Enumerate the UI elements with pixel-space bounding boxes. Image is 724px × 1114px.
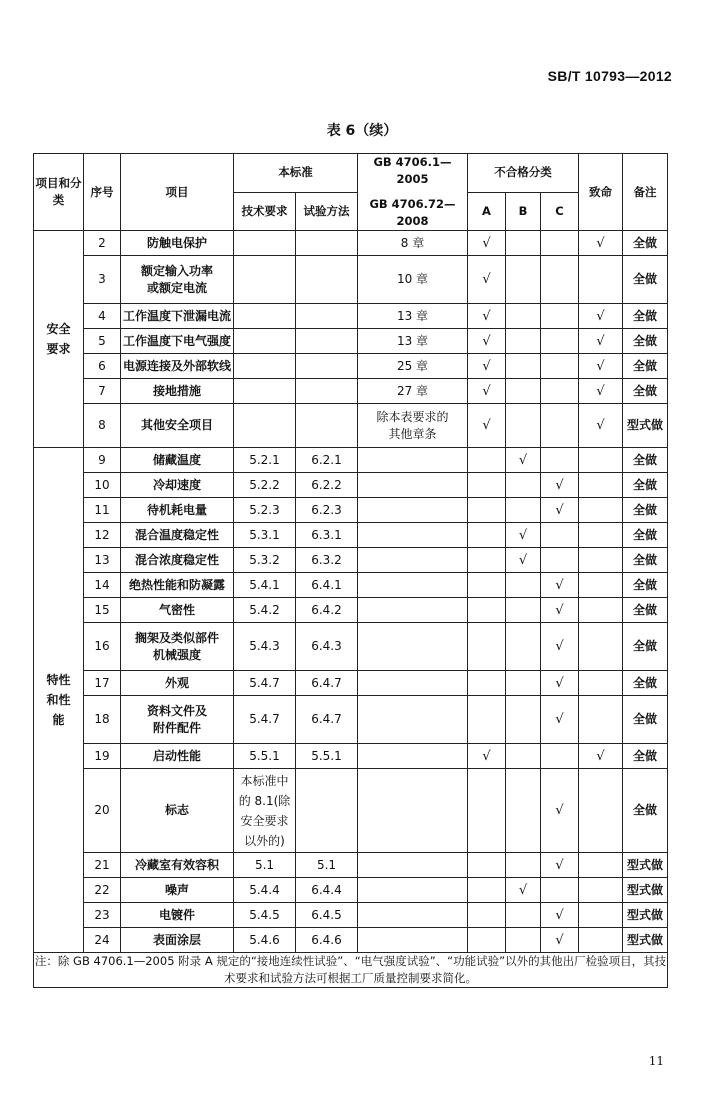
cell-class-a (468, 853, 506, 878)
cell-remark: 全做 (623, 548, 668, 573)
cell-gb-clause (358, 473, 468, 498)
cell-class-a: √ (468, 404, 506, 448)
cell-remark: 全做 (623, 231, 668, 256)
cell-class-a: √ (468, 231, 506, 256)
cell-remark: 全做 (623, 473, 668, 498)
cell-item: 待机耗电量 (121, 498, 234, 523)
cell-class-a (468, 598, 506, 623)
header-remark: 备注 (623, 154, 668, 231)
cell-class-a (468, 696, 506, 744)
cell-seq: 11 (84, 498, 121, 523)
cell-category-group: 安全要求 (34, 231, 84, 448)
cell-seq: 12 (84, 523, 121, 548)
cell-gb-clause (358, 744, 468, 769)
cell-fatal (579, 928, 623, 953)
cell-gb-clause (358, 853, 468, 878)
cell-class-c: √ (541, 498, 579, 523)
standard-code: SB/T 10793—2012 (547, 68, 672, 84)
table-note: 注：除 GB 4706.1—2005 附录 A 规定的“接地连续性试验”、“电气强度试验”、“功能试验”以外的其他出厂检验项目，其技术要求和试验方法可根据工厂质量控制要求简化。 (34, 953, 668, 988)
cell-class-b (506, 696, 541, 744)
cell-tech-req: 5.4.4 (234, 878, 296, 903)
cell-class-a (468, 523, 506, 548)
cell-class-c (541, 523, 579, 548)
cell-class-a (468, 548, 506, 573)
cell-class-b (506, 473, 541, 498)
cell-tech-req: 5.4.3 (234, 623, 296, 671)
table-row (34, 379, 668, 404)
cell-seq: 24 (84, 928, 121, 953)
page-number: 11 (648, 1054, 664, 1068)
cell-remark: 全做 (623, 354, 668, 379)
cell-class-c (541, 878, 579, 903)
cell-remark: 全做 (623, 304, 668, 329)
cell-class-a: √ (468, 256, 506, 304)
cell-class-b (506, 744, 541, 769)
cell-item: 混合浓度稳定性 (121, 548, 234, 573)
cell-remark: 全做 (623, 379, 668, 404)
cell-gb-clause (358, 598, 468, 623)
header-nonconform: 不合格分类 (468, 154, 579, 193)
table-caption: 表 6（续） (326, 123, 398, 139)
cell-tech-req: 5.4.6 (234, 928, 296, 953)
cell-fatal: √ (579, 379, 623, 404)
cell-item: 搁架及类似部件 机械强度 (121, 623, 234, 671)
header-gb-line2: GB 4706.72—2008 (369, 197, 456, 228)
cell-remark: 型式做 (623, 853, 668, 878)
table-row (34, 671, 668, 696)
cell-class-a: √ (468, 304, 506, 329)
cell-tech-req (234, 354, 296, 379)
cell-fatal (579, 903, 623, 928)
cell-class-b (506, 354, 541, 379)
cell-class-b (506, 256, 541, 304)
cell-class-c (541, 256, 579, 304)
cell-remark: 全做 (623, 769, 668, 853)
cell-class-a: √ (468, 329, 506, 354)
cell-remark: 型式做 (623, 878, 668, 903)
cell-class-b (506, 853, 541, 878)
cell-class-b: √ (506, 448, 541, 473)
cell-fatal: √ (579, 304, 623, 329)
table-row (34, 329, 668, 354)
cell-class-b (506, 304, 541, 329)
cell-remark: 全做 (623, 329, 668, 354)
cell-test-method: 6.4.3 (296, 623, 358, 671)
cell-class-a (468, 671, 506, 696)
cell-gb-clause (358, 878, 468, 903)
cell-item: 冷藏室有效容积 (121, 853, 234, 878)
cell-seq: 8 (84, 404, 121, 448)
cell-test-method (296, 769, 358, 853)
cell-class-c (541, 354, 579, 379)
inspection-table (33, 153, 668, 988)
cell-seq: 17 (84, 671, 121, 696)
cell-item: 资料文件及 附件配件 (121, 696, 234, 744)
cell-item: 工作温度下电气强度 (121, 329, 234, 354)
cell-class-b (506, 329, 541, 354)
cell-tech-req: 5.4.7 (234, 696, 296, 744)
cell-class-c: √ (541, 853, 579, 878)
cell-class-a (468, 903, 506, 928)
cell-tech-req: 5.3.2 (234, 548, 296, 573)
cell-fatal (579, 256, 623, 304)
cell-remark: 全做 (623, 696, 668, 744)
cell-test-method (296, 304, 358, 329)
cell-seq: 21 (84, 853, 121, 878)
cell-test-method: 6.4.2 (296, 598, 358, 623)
cell-remark: 全做 (623, 523, 668, 548)
cell-class-a: √ (468, 379, 506, 404)
cell-class-a (468, 448, 506, 473)
cell-fatal: √ (579, 354, 623, 379)
table-row (34, 903, 668, 928)
header-a: A (468, 192, 506, 231)
cell-remark: 全做 (623, 573, 668, 598)
cell-test-method (296, 329, 358, 354)
cell-class-c: √ (541, 671, 579, 696)
cell-class-b (506, 928, 541, 953)
cell-gb-clause (358, 903, 468, 928)
cell-fatal: √ (579, 231, 623, 256)
cell-item: 电源连接及外部软线 (121, 354, 234, 379)
table-row (34, 304, 668, 329)
cell-fatal (579, 473, 623, 498)
cell-tech-req: 5.4.7 (234, 671, 296, 696)
header-b: B (506, 192, 541, 231)
cell-gb-clause: 8 章 (358, 231, 468, 256)
table-row (34, 598, 668, 623)
cell-class-c: √ (541, 598, 579, 623)
cell-gb-clause: 13 章 (358, 304, 468, 329)
cell-class-a: √ (468, 744, 506, 769)
header-fatal: 致命 (579, 154, 623, 231)
cell-class-c (541, 744, 579, 769)
cell-test-method: 5.1 (296, 853, 358, 878)
table-row (34, 404, 668, 448)
cell-test-method: 6.2.2 (296, 473, 358, 498)
cell-remark: 全做 (623, 744, 668, 769)
cell-remark: 型式做 (623, 404, 668, 448)
cell-seq: 14 (84, 573, 121, 598)
cell-seq: 2 (84, 231, 121, 256)
cell-seq: 13 (84, 548, 121, 573)
cell-tech-req: 5.2.3 (234, 498, 296, 523)
cell-gb-clause (358, 671, 468, 696)
header-this-standard: 本标准 (234, 154, 358, 193)
cell-fatal (579, 548, 623, 573)
header-c: C (541, 192, 579, 231)
cell-class-c: √ (541, 623, 579, 671)
table-row (34, 498, 668, 523)
cell-class-a (468, 878, 506, 903)
cell-item: 工作温度下泄漏电流 (121, 304, 234, 329)
cell-tech-req: 5.4.5 (234, 903, 296, 928)
cell-test-method (296, 354, 358, 379)
cell-gb-clause (358, 498, 468, 523)
cell-class-c (541, 329, 579, 354)
cell-class-b (506, 903, 541, 928)
cell-test-method (296, 379, 358, 404)
cell-item: 电镀件 (121, 903, 234, 928)
cell-fatal (579, 769, 623, 853)
cell-gb-clause (358, 523, 468, 548)
cell-test-method: 6.4.7 (296, 671, 358, 696)
cell-gb-clause (358, 928, 468, 953)
cell-class-b (506, 231, 541, 256)
cell-tech-req: 5.2.2 (234, 473, 296, 498)
cell-remark: 全做 (623, 448, 668, 473)
cell-gb-clause (358, 696, 468, 744)
cell-remark: 全做 (623, 598, 668, 623)
cell-seq: 15 (84, 598, 121, 623)
cell-gb-clause (358, 573, 468, 598)
cell-item: 启动性能 (121, 744, 234, 769)
cell-gb-clause: 25 章 (358, 354, 468, 379)
cell-fatal (579, 498, 623, 523)
cell-class-b: √ (506, 878, 541, 903)
cell-tech-req: 5.1 (234, 853, 296, 878)
table-row (34, 878, 668, 903)
cell-class-b (506, 769, 541, 853)
cell-item: 储藏温度 (121, 448, 234, 473)
cell-seq: 22 (84, 878, 121, 903)
cell-item: 表面涂层 (121, 928, 234, 953)
cell-item: 防触电保护 (121, 231, 234, 256)
cell-test-method: 6.3.2 (296, 548, 358, 573)
table-row (34, 256, 668, 304)
cell-fatal: √ (579, 744, 623, 769)
cell-class-a (468, 623, 506, 671)
cell-fatal (579, 671, 623, 696)
cell-seq: 6 (84, 354, 121, 379)
cell-item: 接地措施 (121, 379, 234, 404)
cell-seq: 18 (84, 696, 121, 744)
cell-class-b: √ (506, 523, 541, 548)
cell-gb-clause (358, 769, 468, 853)
cell-class-c (541, 304, 579, 329)
cell-remark: 全做 (623, 671, 668, 696)
cell-class-b (506, 623, 541, 671)
cell-fatal (579, 623, 623, 671)
cell-test-method: 6.2.1 (296, 448, 358, 473)
table-row (34, 744, 668, 769)
cell-class-c: √ (541, 473, 579, 498)
cell-gb-clause: 13 章 (358, 329, 468, 354)
cell-class-c: √ (541, 769, 579, 853)
table-row (34, 548, 668, 573)
cell-seq: 19 (84, 744, 121, 769)
cell-class-a (468, 498, 506, 523)
table-row (34, 696, 668, 744)
cell-item: 绝热性能和防凝露 (121, 573, 234, 598)
cell-tech-req: 5.3.1 (234, 523, 296, 548)
cell-class-b: √ (506, 548, 541, 573)
cell-item: 噪声 (121, 878, 234, 903)
table-row (34, 473, 668, 498)
header-seq: 序号 (84, 154, 121, 231)
cell-class-c: √ (541, 928, 579, 953)
cell-tech-req (234, 231, 296, 256)
cell-remark: 全做 (623, 623, 668, 671)
table-row (34, 769, 668, 853)
cell-tech-req: 5.5.1 (234, 744, 296, 769)
cell-fatal (579, 598, 623, 623)
cell-test-method: 6.2.3 (296, 498, 358, 523)
cell-class-a (468, 769, 506, 853)
cell-fatal: √ (579, 404, 623, 448)
cell-fatal: √ (579, 329, 623, 354)
cell-fatal (579, 573, 623, 598)
cell-test-method: 5.5.1 (296, 744, 358, 769)
cell-item: 外观 (121, 671, 234, 696)
cell-seq: 9 (84, 448, 121, 473)
cell-tech-req: 5.4.2 (234, 598, 296, 623)
cell-seq: 16 (84, 623, 121, 671)
cell-test-method: 6.4.4 (296, 878, 358, 903)
table-row (34, 523, 668, 548)
cell-seq: 23 (84, 903, 121, 928)
cell-tech-req: 5.4.1 (234, 573, 296, 598)
table-row (34, 448, 668, 473)
cell-class-a: √ (468, 354, 506, 379)
cell-fatal (579, 523, 623, 548)
cell-remark: 全做 (623, 256, 668, 304)
cell-class-b (506, 598, 541, 623)
cell-tech-req (234, 329, 296, 354)
cell-test-method: 6.4.1 (296, 573, 358, 598)
cell-class-c: √ (541, 903, 579, 928)
cell-test-method: 6.4.5 (296, 903, 358, 928)
cell-tech-req (234, 379, 296, 404)
cell-class-c (541, 231, 579, 256)
cell-class-c: √ (541, 696, 579, 744)
cell-class-c (541, 404, 579, 448)
cell-class-a (468, 573, 506, 598)
cell-tech-req (234, 404, 296, 448)
cell-class-a (468, 473, 506, 498)
cell-remark: 全做 (623, 498, 668, 523)
cell-gb-clause: 除本表要求的 其他章条 (358, 404, 468, 448)
cell-item: 额定输入功率 或额定电流 (121, 256, 234, 304)
cell-fatal (579, 696, 623, 744)
cell-seq: 10 (84, 473, 121, 498)
table-row (34, 928, 668, 953)
cell-class-a (468, 928, 506, 953)
cell-seq: 5 (84, 329, 121, 354)
cell-item: 冷却速度 (121, 473, 234, 498)
cell-seq: 20 (84, 769, 121, 853)
cell-gb-clause: 10 章 (358, 256, 468, 304)
cell-item: 气密性 (121, 598, 234, 623)
cell-item: 标志 (121, 769, 234, 853)
header-category: 项目和分类 (34, 154, 84, 231)
cell-item: 其他安全项目 (121, 404, 234, 448)
table-row (34, 354, 668, 379)
cell-class-c: √ (541, 573, 579, 598)
header-gb-line1: GB 4706.1—2005 (373, 155, 452, 186)
cell-tech-req: 5.2.1 (234, 448, 296, 473)
header-test-method: 试验方法 (296, 192, 358, 231)
header-gb (358, 154, 468, 231)
cell-class-b (506, 671, 541, 696)
header-tech-req: 技术要求 (234, 192, 296, 231)
table-row (34, 573, 668, 598)
cell-test-method: 6.3.1 (296, 523, 358, 548)
cell-test-method: 6.4.6 (296, 928, 358, 953)
cell-seq: 3 (84, 256, 121, 304)
cell-item: 混合温度稳定性 (121, 523, 234, 548)
cell-test-method: 6.4.7 (296, 696, 358, 744)
cell-gb-clause (358, 548, 468, 573)
cell-seq: 4 (84, 304, 121, 329)
cell-tech-req: 本标准中 的 8.1(除 安全要求 以外的) (234, 769, 296, 853)
header-item: 项目 (121, 154, 234, 231)
table-row (34, 853, 668, 878)
table-row (34, 231, 668, 256)
cell-test-method (296, 404, 358, 448)
cell-gb-clause: 27 章 (358, 379, 468, 404)
cell-class-c (541, 548, 579, 573)
cell-remark: 型式做 (623, 928, 668, 953)
cell-gb-clause (358, 623, 468, 671)
table-row (34, 623, 668, 671)
cell-tech-req (234, 304, 296, 329)
cell-seq: 7 (84, 379, 121, 404)
cell-category-group: 特性和性能 (34, 448, 84, 953)
cell-fatal (579, 448, 623, 473)
cell-class-c (541, 379, 579, 404)
cell-class-b (506, 404, 541, 448)
cell-class-b (506, 379, 541, 404)
cell-class-c (541, 448, 579, 473)
cell-tech-req (234, 256, 296, 304)
cell-fatal (579, 853, 623, 878)
cell-class-b (506, 573, 541, 598)
cell-test-method (296, 256, 358, 304)
cell-remark: 型式做 (623, 903, 668, 928)
cell-gb-clause (358, 448, 468, 473)
cell-class-b (506, 498, 541, 523)
cell-test-method (296, 231, 358, 256)
cell-fatal (579, 878, 623, 903)
